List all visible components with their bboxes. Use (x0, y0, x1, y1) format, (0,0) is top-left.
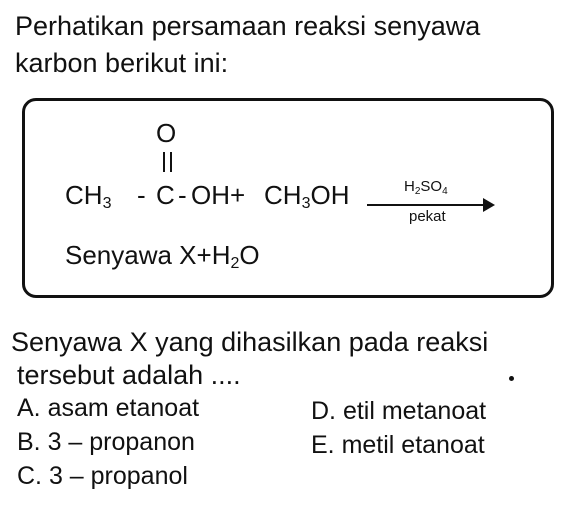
carbonyl-oxygen: O (156, 118, 177, 148)
option-a[interactable]: A. asam etanoat (17, 394, 200, 422)
catalyst-label: $H_2SO_4$ (404, 178, 448, 197)
reaction-products: Senyawa $X+H_2O$ (65, 240, 260, 272)
catalyst-condition: pekat (409, 208, 446, 225)
reaction-arrow-head (483, 198, 495, 212)
question-line-2: tersebut adalah .... (17, 360, 241, 390)
bond-1: - (137, 180, 146, 210)
option-b[interactable]: B. 3 – propanon (17, 428, 195, 456)
hydroxyl-plus: OH+ (191, 180, 246, 210)
reaction-arrow-line (367, 204, 489, 206)
carbonyl-carbon: C (156, 180, 175, 210)
methanol: $CH_3OH$ (264, 180, 350, 212)
bond-2: - (178, 180, 187, 210)
double-bond-left (163, 152, 165, 172)
double-bond-right (170, 152, 172, 172)
option-d[interactable]: D. etil metanoat (311, 397, 487, 425)
stray-dot (509, 376, 514, 381)
option-c[interactable]: C. 3 – propanol (17, 462, 188, 490)
intro-line-1: Perhatikan persamaan reaksi senyawa (15, 11, 481, 41)
question-line-1: Senyawa X yang dihasilkan pada reaksi (11, 327, 489, 357)
reactant-ch3: $CH_3$ (65, 180, 112, 212)
option-e[interactable]: E. metil etanoat (311, 431, 485, 459)
intro-line-2: karbon berikut ini: (15, 48, 229, 78)
